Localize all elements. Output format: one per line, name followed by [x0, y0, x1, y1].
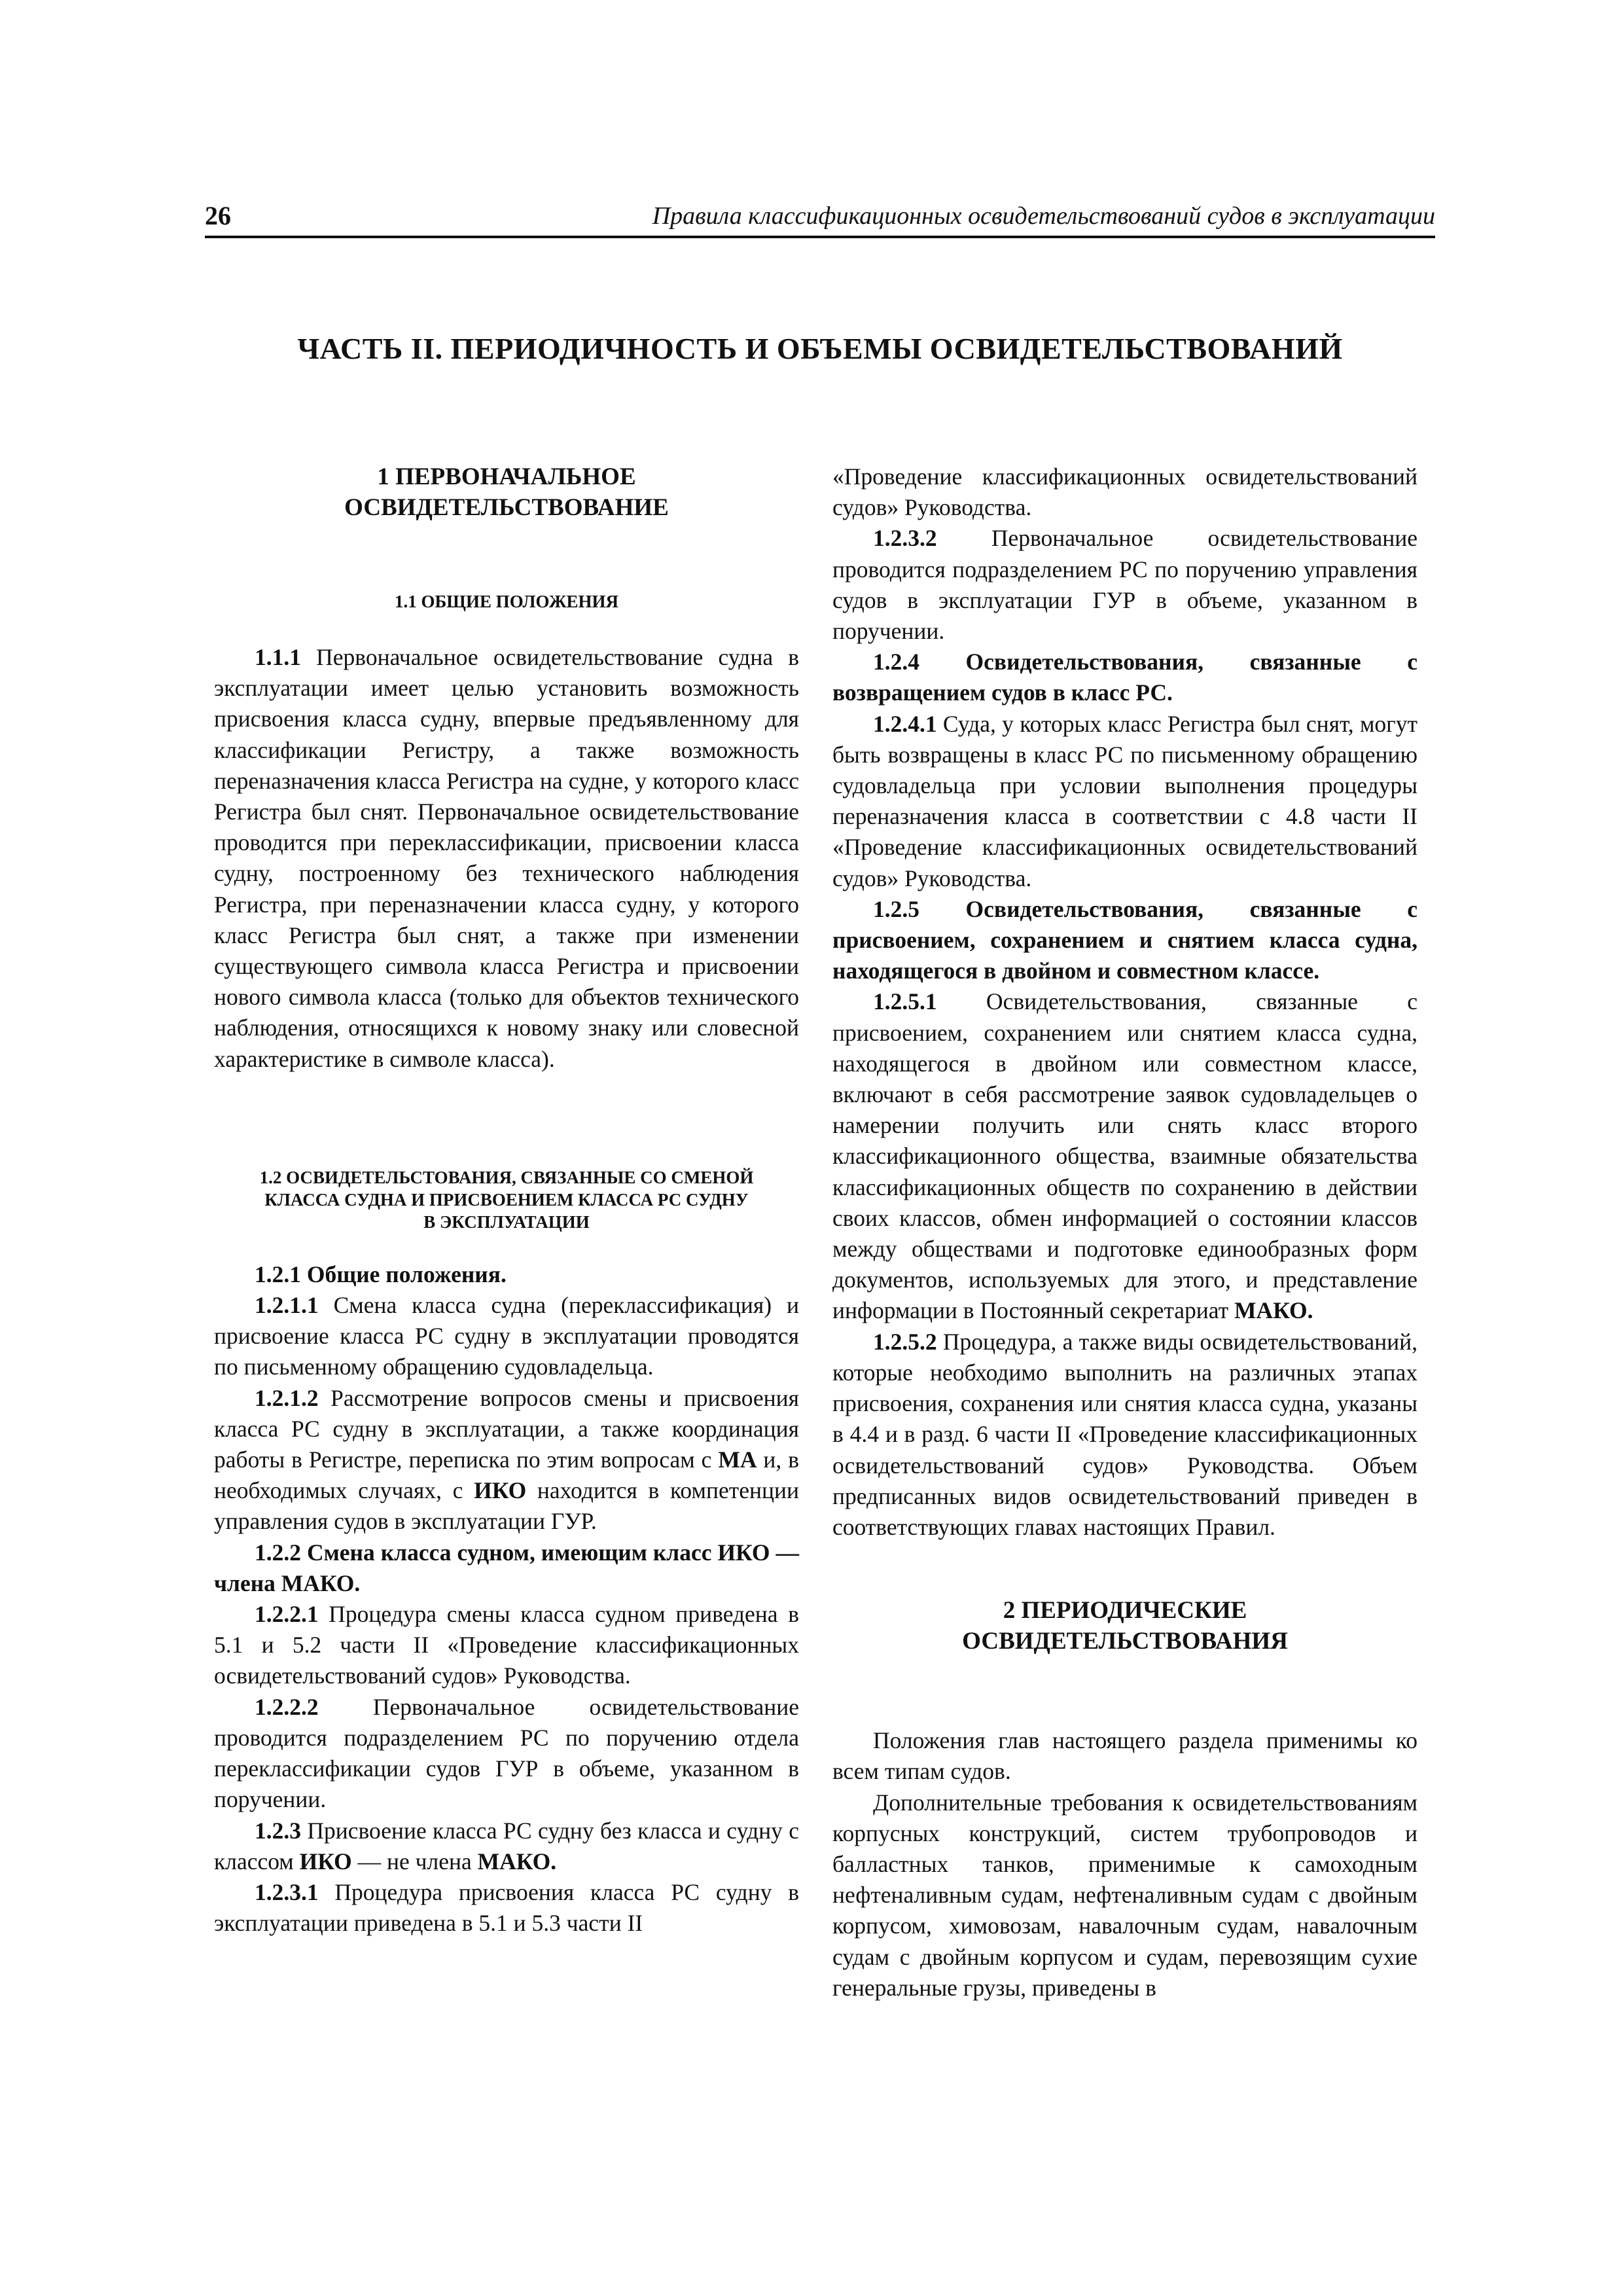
clause-number: 1.2.5.1 — [873, 988, 937, 1015]
clause-text: Общие положения. — [301, 1261, 507, 1287]
paragraph-1-2-4 — [832, 647, 1418, 708]
spacer — [214, 1233, 799, 1259]
paragraph-1-2-3-1 — [214, 1877, 799, 1939]
page-number: 26 — [205, 201, 231, 230]
paragraph-1-2-5 — [832, 894, 1418, 987]
clause-text: и, в необходимых случаях, с — [214, 1446, 799, 1504]
clause-text: находится в компетенции управления судов в эксплуатации ГУР. — [214, 1477, 799, 1535]
running-title: Правила классификационных освидетельствований судов в эксплуатации — [652, 202, 1435, 230]
abbreviation-iko: ИКО — [299, 1848, 352, 1874]
paragraph-1-2-2-2 — [214, 1692, 799, 1816]
clause-number: 1.2.3 — [255, 1817, 301, 1844]
paragraph-1-2-3 — [214, 1816, 799, 1877]
paragraph-1-2-5-1 — [832, 986, 1418, 1326]
left-column — [214, 461, 799, 1939]
clause-number: 1.2.1.2 — [255, 1384, 319, 1411]
clause-text: Смена класса судном, имеющим класс ИКО — члена МАКО. — [214, 1539, 799, 1596]
spacer — [832, 1543, 1418, 1595]
subsection-1-1-heading: 1.1 ОБЩИЕ ПОЛОЖЕНИЯ — [394, 592, 619, 611]
clause-text: — не члена — [351, 1848, 478, 1874]
paragraph-1-1-1 — [214, 642, 799, 1075]
abbreviation-mako: МАКО. — [477, 1848, 557, 1874]
clause-text: Процедура присвоения класса РС судну в эксплуатации приведена в 5.1 и 5.3 части II — [214, 1878, 799, 1937]
paragraph-1-2-2 — [214, 1537, 799, 1599]
clause-text: Первоначальное освидетельствование судна в эксплуатации имеет целью установить возможность присвоения класса судну, впервые предъявленному для классификации Регистру, а также возможность переназначения класса Регистра на судне, у которого класс Регистра был снят. Первоначальное освидетельствование проводится при переклассификации, присвоении класса судну, построенному без технического наблюдения Регистра, при переназначении класса судну, у которого класс Регистра был снят, а также при изменении существующего символа класса Регистра и присвоении нового символа класса (только для объектов технического наблюдения, относящихся к новому знаку или словесной характеристике в символе класса). — [214, 644, 799, 1072]
spacer — [214, 1075, 799, 1166]
clause-text: Первоначальное освидетельствование проводится подразделением РС по поручению управления судов в эксплуатации ГУР в объеме, указанном в поручении. — [832, 525, 1418, 645]
paragraph-1-2-4-1 — [832, 709, 1418, 894]
section-1-heading-line-2: ОСВИДЕТЕЛЬСТВОВАНИЕ — [344, 494, 669, 521]
clause-text: Освидетельствования, связанные с присвоением, сохранением и снятием класса судна, находящегося в двойном и совместном классе. — [832, 895, 1418, 984]
part-title: ЧАСТЬ II. ПЕРИОДИЧНОСТЬ И ОБЪЕМЫ ОСВИДЕТЕЛЬСТВОВАНИЙ — [297, 332, 1343, 365]
paragraph-1-2-5-2 — [832, 1327, 1418, 1543]
page-header — [205, 196, 1435, 238]
clause-number: 1.2.1 — [255, 1261, 301, 1287]
spacer — [214, 523, 799, 590]
subsection-1-2-heading — [214, 1166, 799, 1233]
clause-number: 1.2.4.1 — [873, 710, 937, 737]
subsection-1-2-heading-line-2: КЛАССА СУДНА И ПРИСВОЕНИЕМ КЛАССА РС СУДНУ — [264, 1189, 749, 1210]
paragraph-1-2-3-2 — [832, 523, 1418, 647]
clause-number: 1.2.1.1 — [255, 1292, 319, 1319]
clause-number: 1.1.1 — [255, 644, 301, 670]
clause-number: 1.2.4 — [873, 649, 919, 675]
clause-text: Процедура, а также виды освидетельствований, которые необходимо выполнить на различных этапах присвоения, сохранения или снятия класса судна, указаны в 4.4 и в разд. 6 части II «Проведение классификационных освидетельствований судов» Руководства. Объем предписанных видов освидетельствований приведен в соответствующих главах настоящих Правил. — [832, 1328, 1418, 1540]
section-1-heading — [214, 461, 799, 523]
right-column — [832, 461, 1418, 2003]
section-1-heading-line-1: 1 ПЕРВОНАЧАЛЬНОЕ — [377, 463, 636, 490]
paragraph-1-2-1-1 — [214, 1290, 799, 1383]
spacer — [214, 613, 799, 642]
spacer — [832, 1657, 1418, 1725]
clause-text: Первоначальное освидетельствование проводится подразделением РС по поручению отдела переклассификации судов ГУР в объеме, указанном в поручении. — [214, 1693, 799, 1813]
subsection-1-2-heading-line-1: 1.2 ОСВИДЕТЕЛЬСТОВАНИЯ, СВЯЗАННЫЕ СО СМЕНОЙ — [259, 1167, 754, 1187]
clause-text: Процедура смены класса судном приведена в 5.1 и 5.2 части II «Проведение классификационных освидетельствований судов» Руководства. — [214, 1601, 799, 1689]
abbreviation-mako: МАКО. — [1234, 1297, 1313, 1324]
abbreviation-ma: МА — [718, 1446, 757, 1473]
clause-number: 1.2.2.2 — [255, 1693, 319, 1720]
section-2-heading — [832, 1595, 1418, 1657]
paragraph-1-2-1-2 — [214, 1383, 799, 1537]
clause-text: Освидетельствования, связанные с присвоением, сохранением или снятием класса судна, находящегося в двойном или совместном классе, включают в себя рассмотрение заявок судовладельцев о намерении получить или снять класс второго классификационного общества, взаимные обязательства классификационных обществ по сохранению в действии своих классов, обмен информацией о состоянии классов между обществами и подготовке единообразных форм документов, используемых для этого, и представление информации в Постоянный секретариат — [832, 988, 1418, 1324]
clause-text: Суда, у которых класс Регистра был снят, могут быть возвращены в класс РС по письменному обращению судовладельца при условии выполнения процедуры переназначения класса в соответствии с 4.8 части II «Проведение классификационных освидетельствований судов» Руководства. — [832, 710, 1418, 891]
subsection-1-2-heading-line-3: В ЭКСПЛУАТАЦИИ — [423, 1211, 590, 1232]
clause-number: 1.2.3.2 — [873, 525, 937, 552]
clause-number: 1.2.3.1 — [255, 1878, 319, 1905]
clause-text: Присвоение класса РС судну без класса и судну с классом — [214, 1817, 799, 1874]
section-2-heading-line-1: 2 ПЕРИОДИЧЕСКИЕ — [1003, 1597, 1247, 1624]
paragraph-continuation: «Проведение классификационных освидетельствований судов» Руководства. — [832, 463, 1418, 521]
abbreviation-iko: ИКО — [474, 1477, 527, 1504]
paragraph-1-2-2-1 — [214, 1599, 799, 1692]
paragraph-1-2-1 — [214, 1259, 799, 1290]
paragraph-2-intro: Положения глав настоящего раздела применимы ко всем типам судов. — [832, 1727, 1418, 1785]
clause-number: 1.2.5.2 — [873, 1328, 937, 1355]
clause-number: 1.2.5 — [873, 895, 919, 922]
clause-text: Освидетельствования, связанные с возвращением судов в класс РС. — [832, 649, 1418, 706]
paragraph-2-additional: Дополнительные требования к освидетельствованиям корпусных конструкций, систем трубопроводов и балластных танков, применимые к самоходным нефтеналивным судам, нефтеналивным судам с двойным корпусом, химовозам, навалочным судам, навалочным судам с двойным корпусом и судам, перевозящим сухие генеральные грузы, приведены в — [832, 1789, 1418, 2001]
clause-text: Рассмотрение вопросов смены и присвоения класса РС судну в эксплуатации, а также координация работы в Регистре, переписка по этим вопросам с — [214, 1384, 799, 1473]
clause-number: 1.2.2.1 — [255, 1601, 319, 1628]
clause-number: 1.2.2 — [255, 1539, 301, 1566]
section-2-heading-line-2: ОСВИДЕТЕЛЬСТВОВАНИЯ — [962, 1628, 1288, 1655]
clause-text: Смена класса судна (переклассификация) и присвоение класса РС судну в эксплуатации проводятся по письменному обращению судовладельца. — [214, 1292, 799, 1380]
